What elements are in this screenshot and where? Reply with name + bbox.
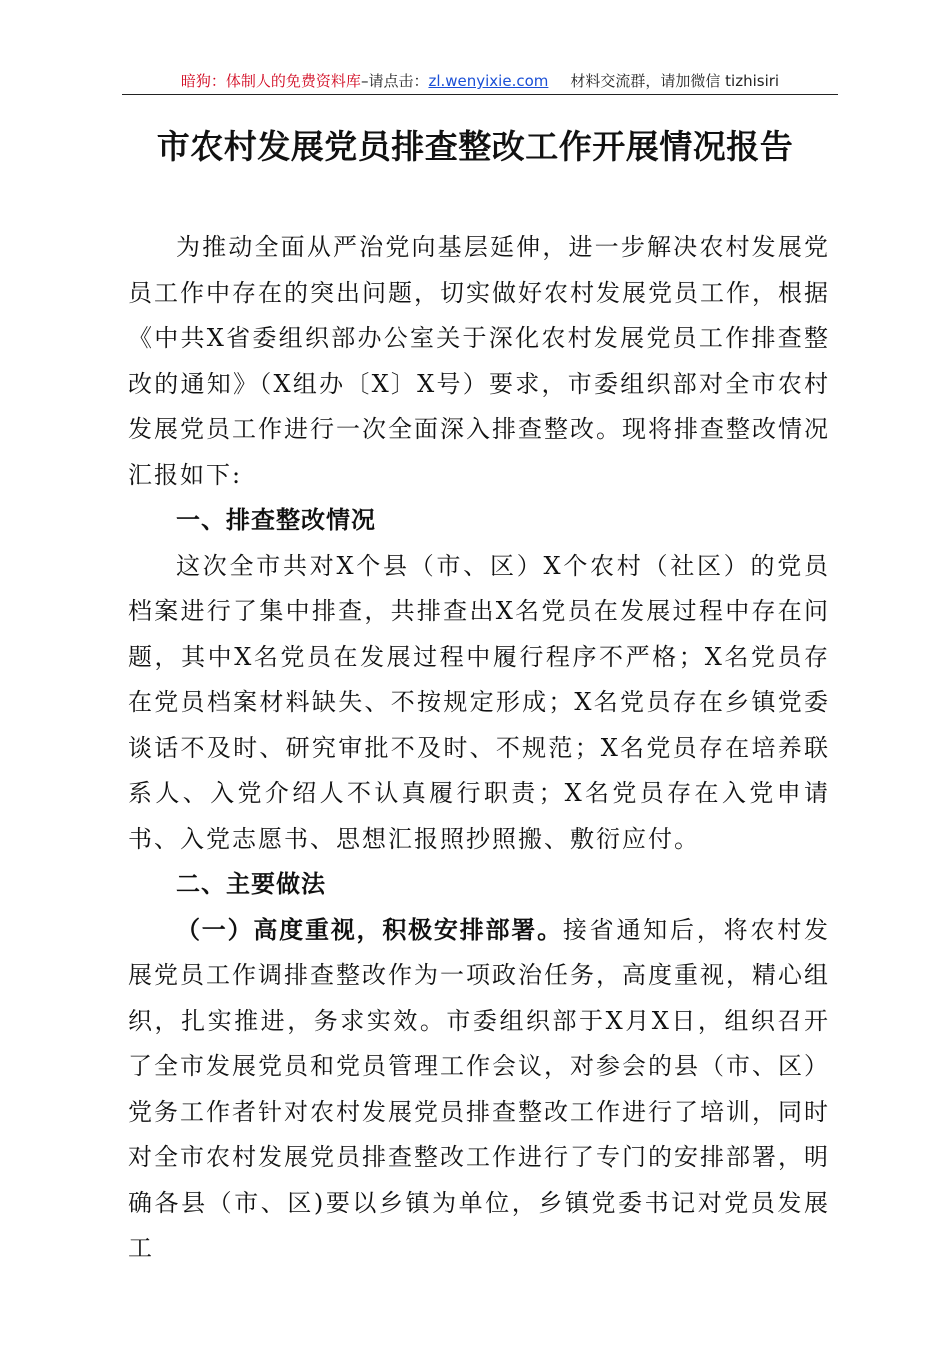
section-paragraph-1: 这次全市共对X个县（市、区）X个农村（社区）的党员档案进行了集中排查，共排查出X名党员在发展过程中存在问题，其中X名党员在发展过程中履行程序不严格；X名党员存在党员档案材料缺失、不按规定形成；X名党员存在乡镇党委谈话不及时、研究审批不及时、不规范；X名党员存在培养联系人、入党介绍人不认真履行职责；X名党员存在入党申请书、入党志愿书、思想汇报照抄照搬、敷衍应付。 (128, 551, 830, 853)
document-title: 市农村发展党员排查整改工作开展情况报告 (156, 127, 794, 166)
subsection-lead-1: （一）高度重视，积极安排部署。 (176, 915, 563, 944)
wechat-note: 材料交流群，请加微信 tizhisiri (570, 72, 780, 90)
site-link[interactable]: zl.wenyixie.com (428, 72, 549, 90)
document-body (128, 225, 830, 1272)
page-header (122, 70, 838, 95)
section-heading-2: 二、主要做法 (176, 870, 326, 898)
click-prompt: –请点击： (360, 72, 429, 90)
section-heading-1: 一、排查整改情况 (176, 506, 376, 534)
subsection-body-1: 接省通知后，将农村发展党员工作调排查整改作为一项政治任务，高度重视，精心组织，扎实推进，务求实效。市委组织部于X月X日，组织召开了全市发展党员和党员管理工作会议，对参会的县（市、区）党务工作者针对农村发展党员排查整改工作进行了培训，同时对全市农村发展党员排查整改工作进行了专门的安排部署，明确各县（市、区)要以乡镇为单位，乡镇党委书记对党员发展工 (128, 915, 830, 1262)
site-label: 暗狗：体制人的免费资料库 (180, 72, 361, 90)
subsection-paragraph-1 (128, 908, 830, 1272)
intro-paragraph: 为推动全面从严治党向基层延伸，进一步解决农村发展党员工作中存在的突出问题，切实做好农村发展党员工作，根据《中共X省委组织部办公室关于深化农村发展党员工作排查整改的通知》（X组办〔X〕X号）要求，市委组织部对全市农村发展党员工作进行一次全面深入排查整改。现将排查整改情况汇报如下: (128, 233, 830, 489)
